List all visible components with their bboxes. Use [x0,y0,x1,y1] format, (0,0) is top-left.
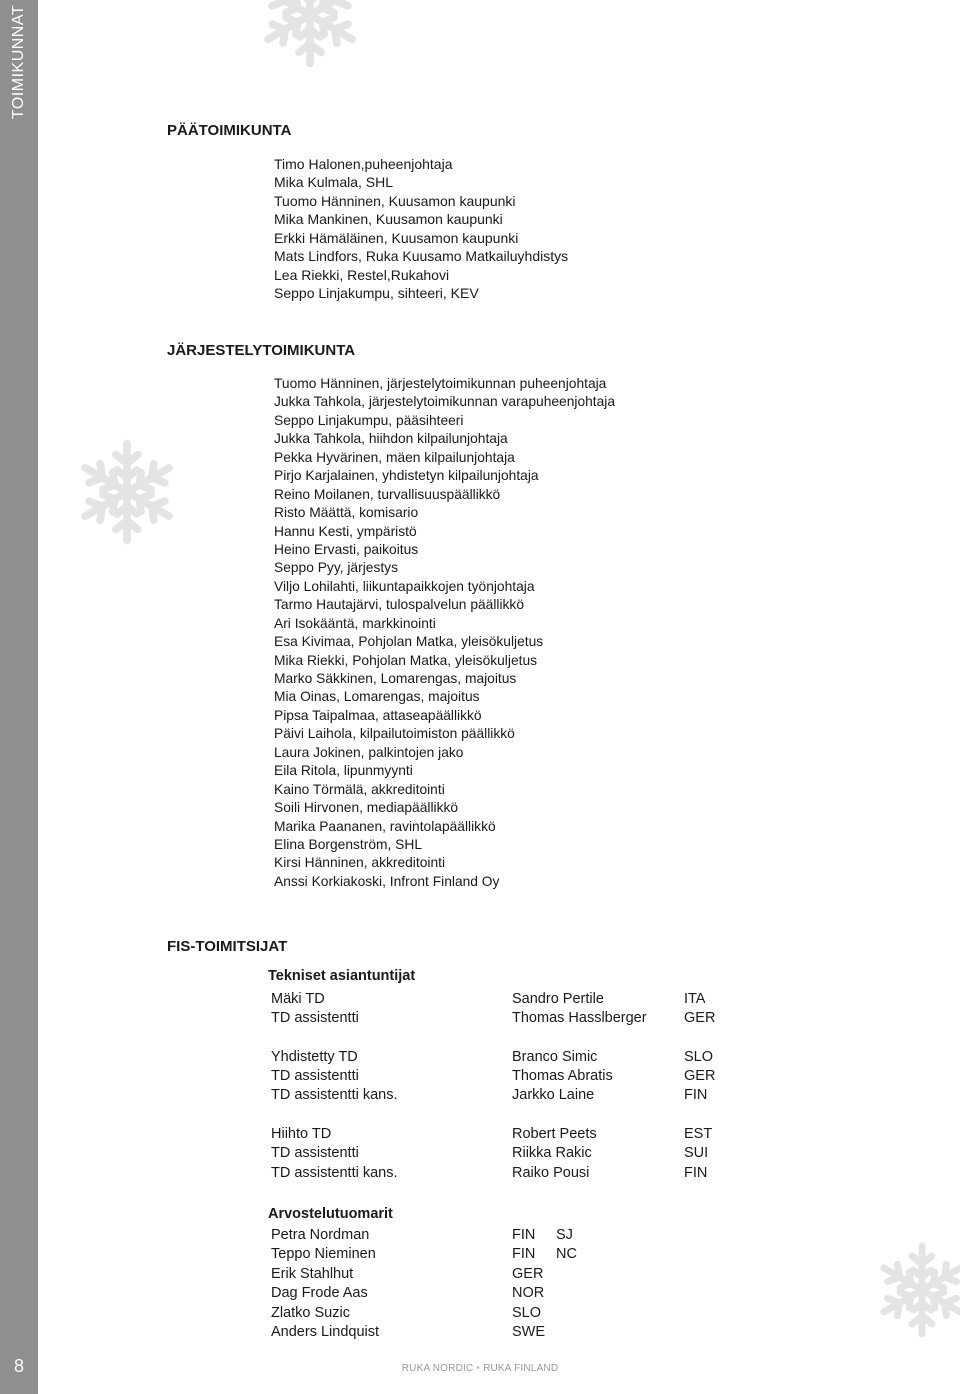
name-cell: Branco Simic [512,1049,598,1065]
list-item: Anssi Korkiakoski, Infront Finland Oy [274,873,500,889]
list-item: Seppo Linjakumpu, sihteeri, KEV [274,285,479,302]
country-cell: SLO [512,1305,542,1321]
list-item: Soili Hirvonen, mediapäällikkö [274,800,459,816]
list-item: Pipsa Taipalmaa, attaseapäällikkö [274,707,482,723]
table-row [271,1145,871,1165]
country-cell: FIN [684,1165,708,1181]
table-row [271,1246,871,1266]
list-item: Heino Ervasti, paikoitus [274,541,419,557]
role-cell: Hiihto TD [271,1126,332,1142]
list-item: Tuomo Hänninen, järjestelytoimikunnan puheenjohtaja [274,376,607,391]
table-row [271,1324,871,1344]
list-item: Seppo Linjakumpu, pääsihteeri [274,412,464,428]
footer-brand-right: RUKA FINLAND [483,1363,559,1374]
list-item: Laura Jokinen, palkintojen jako [274,744,464,760]
list-item: Eila Ritola, lipunmyynti [274,763,413,779]
country-cell: SLO [684,1049,714,1065]
list-item: Hannu Kesti, ympäristö [274,523,417,539]
section-title-vertical: TOIMIKUNNAT [10,4,27,120]
page-number: 8 [13,1356,24,1376]
role-cell: TD assistentti [271,1010,359,1026]
table-row [271,1285,871,1305]
discipline-cell: NC [556,1246,577,1262]
jarjestelytoimikunta-list [274,375,615,891]
judge-name-cell: Zlatko Suzic [271,1305,350,1321]
judge-name-cell: Dag Frode Aas [271,1285,368,1301]
judge-name-cell: Petra Nordman [271,1227,370,1243]
country-cell: SWE [512,1324,546,1340]
table-row [271,1266,871,1286]
paatoimikunta-list [274,155,568,303]
list-item: Elina Borgenström, SHL [274,836,422,852]
heading-paatoimikunta: PÄÄTOIMIKUNTA [167,122,292,139]
list-item: Jukka Tahkola, hiihdon kilpailunjohtaja [274,431,508,447]
list-item: Tuomo Hänninen, Kuusamon kaupunki [274,192,516,209]
list-item: Reino Moilanen, turvallisuuspäällikkö [274,486,501,502]
country-cell: SUI [684,1145,709,1161]
list-item: Jukka Tahkola, järjestelytoimikunnan varapuheenjohtaja [274,394,616,410]
list-item: Mia Oinas, Lomarengas, majoitus [274,689,480,705]
country-cell: FIN [512,1227,536,1243]
judge-name-cell: Erik Stahlhut [271,1266,354,1282]
list-item: Mats Lindfors, Ruka Kuusamo Matkailuyhdistys [274,248,569,265]
list-item: Ari Isokääntä, markkinointi [274,615,436,631]
list-item: Päivi Laihola, kilpailutoimiston päällikkö [274,726,515,742]
list-item: Kirsi Hänninen, akkreditointi [274,855,446,871]
footer-separator: • [476,1363,481,1374]
list-item: Marika Paananen, ravintolapäällikkö [274,818,496,834]
heading-jarjestelytoimikunta: JÄRJESTELYTOIMIKUNTA [167,342,356,359]
list-item: Pirjo Karjalainen, yhdistetyn kilpailunjohtaja [274,468,539,484]
list-item: Mika Mankinen, Kuusamon kaupunki [274,211,503,228]
country-cell: EST [684,1126,713,1142]
name-cell: Sandro Pertile [512,991,604,1007]
table-row [271,1068,871,1088]
subheading-arvostelutuomarit: Arvostelutuomarit [268,1206,393,1222]
list-item: Timo Halonen,puheenjohtaja [274,156,453,172]
table-row [271,1049,871,1069]
name-cell: Jarkko Laine [512,1087,595,1103]
country-cell: GER [512,1266,544,1282]
list-item: Mika Riekki, Pohjolan Matka, yleisökuljetus [274,652,538,668]
table-row [271,1227,871,1247]
list-item: Pekka Hyvärinen, mäen kilpailunjohtaja [274,449,515,465]
list-item: Tarmo Hautajärvi, tulospalvelun päällikkö [274,597,525,613]
table-row [271,1165,871,1185]
heading-fis-toimitsijat: FIS-TOIMITSIJAT [167,938,288,955]
judge-name-cell: Anders Lindquist [271,1324,380,1340]
role-cell: Mäki TD [271,991,325,1007]
role-cell: TD assistentti [271,1068,359,1084]
role-cell: TD assistentti [271,1145,359,1161]
table-row [271,1087,871,1107]
snowflake-icon [72,437,182,547]
list-item: Seppo Pyy, järjestys [274,560,398,576]
country-cell: GER [684,1010,716,1026]
country-cell: FIN [684,1087,708,1103]
role-cell: TD assistentti kans. [271,1165,398,1181]
list-item: Viljo Lohilahti, liikuntapaikkojen työnjohtaja [274,578,535,594]
list-item: Marko Säkkinen, Lomarengas, majoitus [274,671,517,686]
country-cell: ITA [684,991,706,1007]
name-cell: Riikka Rakic [512,1145,592,1161]
name-cell: Robert Peets [512,1126,597,1142]
table-row [271,1305,871,1325]
name-cell: Thomas Abratis [512,1068,613,1084]
footer-brand [0,1363,960,1374]
country-cell: NOR [512,1285,545,1301]
country-cell: GER [684,1068,716,1084]
footer-brand-left: RUKA NORDIC [401,1363,474,1374]
snowflake-icon [872,1240,960,1340]
role-cell: TD assistentti kans. [271,1087,398,1103]
snowflake-icon [255,0,365,70]
name-cell: Thomas Hasslberger [512,1010,647,1026]
subheading-tekniset: Tekniset asiantuntijat [268,968,416,984]
table-row [271,1010,871,1030]
list-item: Lea Riekki, Restel,Rukahovi [274,266,450,283]
table-row [271,991,871,1011]
country-cell: FIN [512,1246,536,1262]
judge-name-cell: Teppo Nieminen [271,1246,376,1262]
list-item: Risto Määttä, komisario [274,505,419,521]
name-cell: Raiko Pousi [512,1165,590,1181]
discipline-cell: SJ [556,1227,573,1243]
list-item: Mika Kulmala, SHL [274,174,394,191]
list-item: Erkki Hämäläinen, Kuusamon kaupunki [274,229,519,246]
table-row [271,1126,871,1146]
role-cell: Yhdistetty TD [271,1049,358,1065]
list-item: Kaino Törmälä, akkreditointi [274,781,445,797]
sidebar [0,0,38,1394]
list-item: Esa Kivimaa, Pohjolan Matka, yleisökuljetus [274,634,544,650]
